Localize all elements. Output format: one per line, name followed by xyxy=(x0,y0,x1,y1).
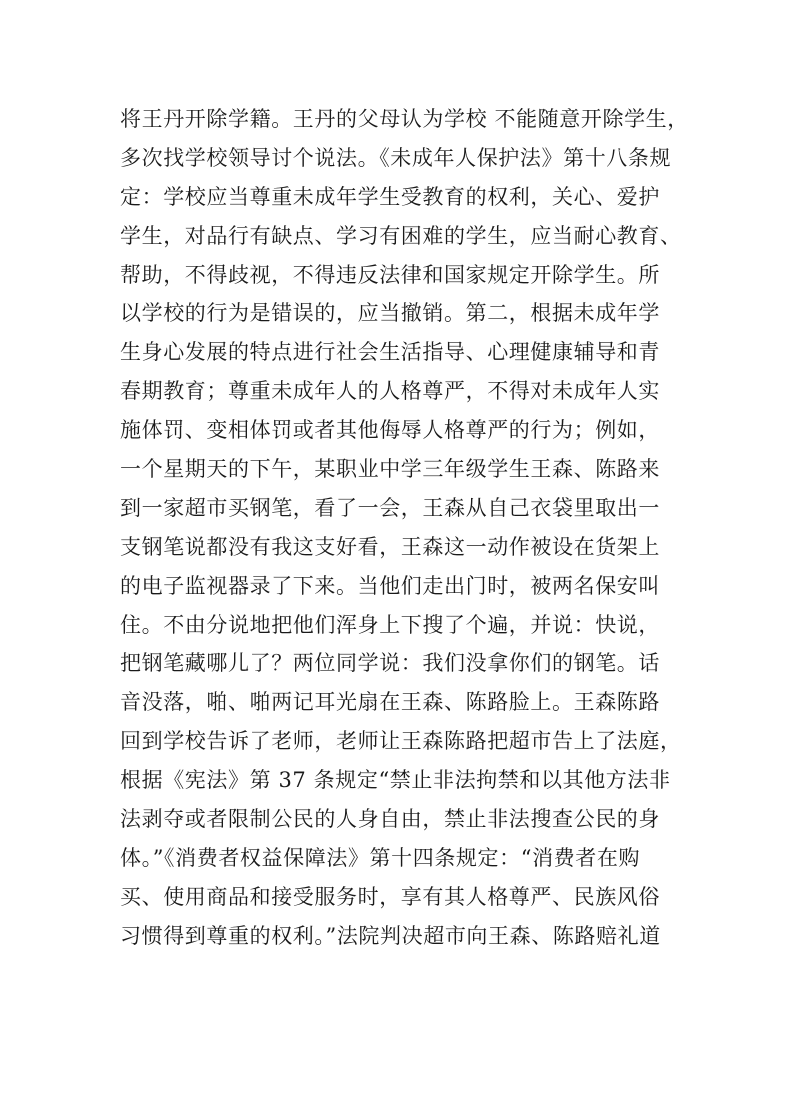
text-line: 一个星期天的下午，某职业中学三年级学生王森、陈路来 xyxy=(120,457,660,482)
text-line: 施体罚、变相体罚或者其他侮辱人格尊严的行为；例如， xyxy=(120,418,660,443)
text-line: 生身心发展的特点进行社会生活指导、心理健康辅导和青 xyxy=(120,340,660,365)
text-line: 多次找学校领导讨个说法。《未成年人保护法》第十八条规 xyxy=(120,145,672,170)
text-line: 定：学校应当尊重未成年学生受教育的权利，关心、爱护 xyxy=(120,184,660,209)
text-line: 住。不由分说地把他们浑身上下搜了个遍，并说：快说， xyxy=(120,612,660,637)
text-line: 春期教育；尊重未成年人的人格尊严，不得对未成年人实 xyxy=(120,379,660,404)
text-line: 买、使用商品和接受服务时，享有其人格尊严、民族风俗 xyxy=(120,884,660,909)
text-line: 法剥夺或者限制公民的人身自由，禁止非法搜查公民的身 xyxy=(120,807,660,832)
body-text xyxy=(120,100,689,956)
text-line: 学生，对品行有缺点、学习有困难的学生，应当耐心教育、 xyxy=(120,223,682,248)
text-line: 体。”《消费者权益保障法》第十四条规定：“消费者在购 xyxy=(120,845,641,870)
text-line: 音没落，啪、啪两记耳光扇在王森、陈路脸上。王森陈路 xyxy=(120,690,660,715)
text-line: 的电子监视器录了下来。当他们走出门时，被两名保安叫 xyxy=(120,573,660,598)
text-line: 回到学校告诉了老师，老师让王森陈路把超市告上了法庭， xyxy=(120,729,682,754)
text-line: 支钢笔说都没有我这支好看，王森这一动作被设在货架上 xyxy=(120,534,660,559)
text-line: 到一家超市买钢笔，看了一会，王森从自己衣袋里取出一 xyxy=(120,495,660,520)
text-line: 帮助，不得歧视，不得违反法律和国家规定开除学生。所 xyxy=(120,262,660,287)
text-line: 将王丹开除学籍。王丹的父母认为学校 不能随意开除学生， xyxy=(120,107,689,131)
text-line: 把钢笔藏哪儿了？两位同学说：我们没拿你们的钢笔。话 xyxy=(120,651,660,676)
text-line: 习惯得到尊重的权利。”法院判决超市向王森、陈路赔礼道 xyxy=(120,923,661,948)
text-line: 根据《宪法》第 37 条规定“禁止非法拘禁和以其他方法非 xyxy=(120,768,671,793)
text-line: 以学校的行为是错误的，应当撤销。第二，根据未成年学 xyxy=(120,301,660,326)
